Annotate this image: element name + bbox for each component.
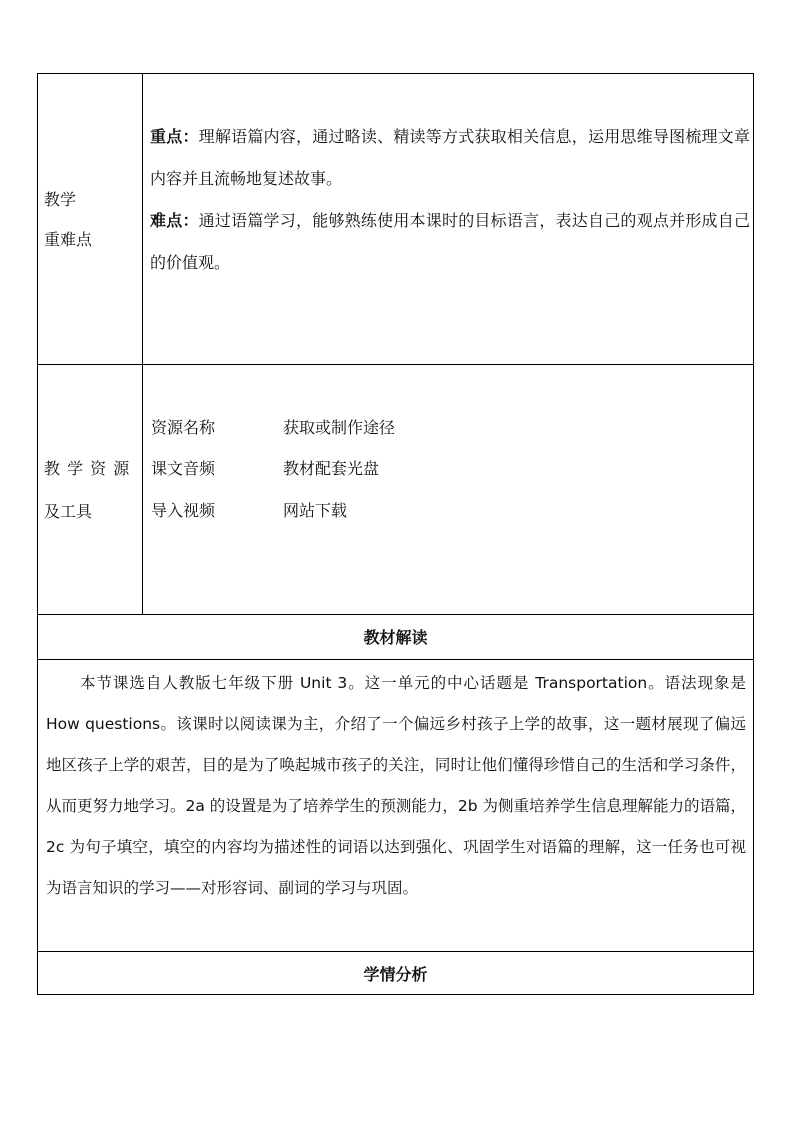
row2-label-line1: 教 学 资 源 (44, 459, 131, 478)
row2-label-line2: 及工具 (44, 502, 93, 521)
key-point-label: 重点： (150, 127, 199, 146)
resource-name: 资源名称 (151, 418, 216, 437)
table-border-right (753, 73, 754, 995)
row1-label-line2: 重难点 (44, 230, 93, 249)
difficult-point-label: 难点： (150, 211, 199, 230)
resource-source: 网站下载 (283, 501, 348, 520)
textbook-analysis-text: 本节课选自人教版七年级下册 Unit 3。这一单元的中心话题是 Transportation。语法现象是 How questions。该课时以阅读课为主，介绍了一个偏远乡村孩子上学的故事，这一题材展现了偏远地区孩子上学的艰苦，目的是为了唤起城市孩子的关注，同时让他们懂得珍惜自己的生活和学习条件，从而更努力地学习。2a 的设置是为了培养学生的预测能力，2b 为侧重培养学生信息理解能力的语篇，2c 为句子填空，填空的内容均为描述性的词语以达到强化、巩固学生对语篇的理解，这一任务也可视为语言知识的学习——对形容词、副词的学习与巩固。 (46, 674, 746, 897)
table-border-top (37, 73, 754, 74)
table-border-bottom (37, 994, 754, 995)
key-point-paragraph (150, 116, 750, 200)
difficult-point-paragraph (150, 200, 750, 284)
resource-row (151, 448, 711, 490)
resource-row-header (151, 407, 711, 449)
resource-row (151, 490, 711, 532)
section-title-textbook: 教材解读 (363, 628, 428, 647)
row-divider-3 (37, 659, 754, 660)
column-divider (142, 73, 143, 615)
resource-name: 课文音频 (151, 459, 216, 478)
row-divider-1 (37, 364, 754, 365)
row-divider-4 (37, 951, 754, 952)
section-title-students: 学情分析 (363, 965, 428, 984)
resource-source: 获取或制作途径 (283, 418, 396, 437)
row1-label-line1: 教学 (44, 190, 77, 209)
resource-name: 导入视频 (151, 501, 216, 520)
key-point-text: 理解语篇内容，通过略读、精读等方式获取相关信息，运用思维导图梳理文章内容并且流畅地复述故事。 (150, 127, 750, 188)
table-border-left (37, 73, 38, 995)
difficult-point-text: 通过语篇学习，能够熟练使用本课时的目标语言，表达自己的观点并形成自己的价值观。 (150, 211, 750, 272)
resource-source: 教材配套光盘 (283, 459, 380, 478)
row-divider-2 (37, 614, 754, 615)
